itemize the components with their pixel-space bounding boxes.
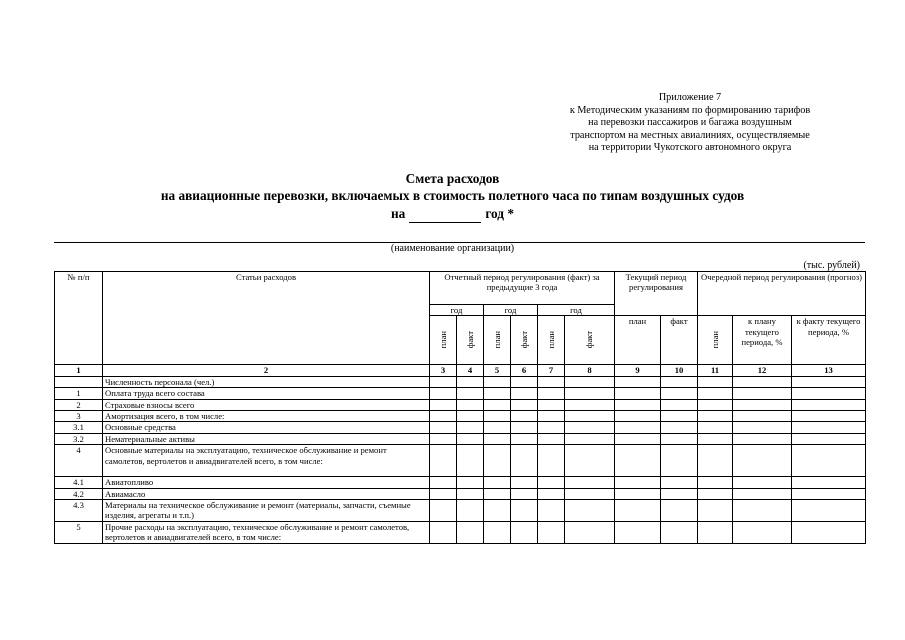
table-row	[55, 488, 866, 499]
value-cell	[511, 477, 538, 488]
header-to-plan: к плану текущего периода, %	[733, 316, 792, 365]
value-cell	[661, 488, 698, 499]
value-cell	[565, 445, 615, 477]
header-items: Статьи расходов	[103, 272, 430, 365]
table-row	[55, 433, 866, 444]
col-number: 11	[698, 365, 733, 376]
value-cell	[484, 522, 511, 544]
col-number: 13	[792, 365, 866, 376]
value-cell	[733, 388, 792, 399]
value-cell	[615, 411, 661, 422]
value-cell	[733, 500, 792, 522]
row-label: Численность персонала (чел.)	[103, 376, 430, 387]
row-number: 4.2	[55, 488, 103, 499]
value-cell	[538, 433, 565, 444]
row-number: 4.3	[55, 500, 103, 522]
row-label: Материалы на техническое обслуживание и ремонт (материалы, запчасти, съемные изделия, агрегаты и т.п.)	[103, 500, 430, 522]
value-cell	[538, 477, 565, 488]
header-year: год	[430, 305, 484, 316]
row-number: 3.2	[55, 433, 103, 444]
doc-title: Смета расходов	[405, 171, 500, 186]
org-caption: (наименование организации)	[390, 243, 515, 254]
value-cell	[511, 433, 538, 444]
value-cell	[484, 445, 511, 477]
col-number: 4	[457, 365, 484, 376]
value-cell	[457, 433, 484, 444]
row-number: 4.1	[55, 477, 103, 488]
value-cell	[430, 522, 457, 544]
value-cell	[792, 488, 866, 499]
value-cell	[615, 376, 661, 387]
value-cell	[457, 411, 484, 422]
value-cell	[661, 422, 698, 433]
value-cell	[792, 433, 866, 444]
value-cell	[484, 477, 511, 488]
row-label: Оплата труда всего состава	[103, 388, 430, 399]
value-cell	[457, 422, 484, 433]
appendix-line: на территории Чукотского автономного округа	[588, 142, 792, 154]
value-cell	[698, 488, 733, 499]
col-number: 1	[55, 365, 103, 376]
appendix-line: Приложение 7	[658, 92, 722, 103]
value-cell	[792, 399, 866, 410]
table-row	[55, 399, 866, 410]
table-row	[55, 445, 866, 477]
column-number-row	[55, 365, 866, 376]
header-to-fact: к факту текущего периода, %	[792, 316, 866, 365]
doc-subtitle: на авиационные перевозки, включаемых в стоимость полетного часа по типам воздушных судов	[160, 188, 745, 203]
value-cell	[698, 445, 733, 477]
table-row	[55, 522, 866, 544]
table-row	[55, 422, 866, 433]
value-cell	[698, 433, 733, 444]
header-plan: план	[698, 316, 733, 365]
col-number: 10	[661, 365, 698, 376]
value-cell	[661, 445, 698, 477]
data-rows	[55, 376, 866, 543]
value-cell	[733, 411, 792, 422]
value-cell	[733, 433, 792, 444]
year-suffix: год *	[485, 206, 514, 221]
value-cell	[661, 388, 698, 399]
value-cell	[511, 522, 538, 544]
value-cell	[457, 500, 484, 522]
value-cell	[457, 445, 484, 477]
value-cell	[661, 399, 698, 410]
header-fact: факт	[457, 316, 484, 365]
table-row	[55, 411, 866, 422]
value-cell	[484, 388, 511, 399]
value-cell	[615, 422, 661, 433]
value-cell	[565, 500, 615, 522]
appendix-line: на перевозки пассажиров и багажа воздушным	[588, 117, 792, 129]
year-blank	[409, 210, 481, 223]
value-cell	[538, 445, 565, 477]
row-label: Страховые взносы всего	[103, 399, 430, 410]
appendix-line: к Методическим указаниям по формированию тарифов	[569, 104, 811, 116]
value-cell	[430, 388, 457, 399]
value-cell	[511, 500, 538, 522]
value-cell	[792, 376, 866, 387]
value-cell	[430, 399, 457, 410]
value-cell	[457, 376, 484, 387]
value-cell	[457, 388, 484, 399]
value-cell	[698, 477, 733, 488]
value-cell	[792, 477, 866, 488]
value-cell	[565, 376, 615, 387]
header-plan: план	[484, 316, 511, 365]
value-cell	[511, 388, 538, 399]
value-cell	[733, 422, 792, 433]
value-cell	[792, 388, 866, 399]
value-cell	[615, 388, 661, 399]
value-cell	[484, 411, 511, 422]
row-label: Нематериальные активы	[103, 433, 430, 444]
col-number: 9	[615, 365, 661, 376]
value-cell	[565, 433, 615, 444]
value-cell	[538, 399, 565, 410]
value-cell	[484, 500, 511, 522]
value-cell	[661, 411, 698, 422]
value-cell	[430, 477, 457, 488]
value-cell	[615, 522, 661, 544]
header-reporting: Отчетный период регулирования (факт) за предыдущие 3 года	[430, 272, 615, 305]
header-row	[55, 272, 866, 305]
value-cell	[565, 477, 615, 488]
value-cell	[615, 477, 661, 488]
value-cell	[484, 399, 511, 410]
header-fact: факт	[511, 316, 538, 365]
value-cell	[615, 399, 661, 410]
value-cell	[457, 488, 484, 499]
value-cell	[538, 522, 565, 544]
row-number: 3.1	[55, 422, 103, 433]
header-plan: план	[615, 316, 661, 365]
value-cell	[511, 411, 538, 422]
header-year: год	[538, 305, 615, 316]
value-cell	[565, 411, 615, 422]
value-cell	[661, 477, 698, 488]
value-cell	[661, 376, 698, 387]
table-row	[55, 500, 866, 522]
row-number: 3	[55, 411, 103, 422]
value-cell	[698, 388, 733, 399]
value-cell	[698, 500, 733, 522]
col-number: 6	[511, 365, 538, 376]
value-cell	[733, 445, 792, 477]
table-row	[55, 376, 866, 387]
units-label: (тыс. рублей)	[803, 260, 860, 271]
col-number: 8	[565, 365, 615, 376]
value-cell	[733, 488, 792, 499]
row-label: Основные средства	[103, 422, 430, 433]
row-number: 4	[55, 445, 103, 477]
row-label: Амортизация всего, в том числе:	[103, 411, 430, 422]
value-cell	[565, 422, 615, 433]
row-label: Прочие расходы на эксплуатацию, техническое обслуживание и ремонт самолетов, вертолетов и авиадвигателей всего, в том числе:	[103, 522, 430, 544]
value-cell	[538, 500, 565, 522]
value-cell	[430, 500, 457, 522]
header-next: Очередной период регулирования (прогноз)	[698, 272, 866, 316]
value-cell	[565, 399, 615, 410]
header-year: год	[484, 305, 538, 316]
appendix-line: транспортом на местных авиалиниях, осуществляемые	[570, 129, 810, 141]
table-row	[55, 388, 866, 399]
value-cell	[511, 376, 538, 387]
row-label: Авиамасло	[103, 488, 430, 499]
value-cell	[565, 388, 615, 399]
value-cell	[565, 522, 615, 544]
value-cell	[615, 488, 661, 499]
value-cell	[698, 411, 733, 422]
value-cell	[615, 445, 661, 477]
value-cell	[538, 411, 565, 422]
value-cell	[615, 500, 661, 522]
header-fact: факт	[661, 316, 698, 365]
table-row	[55, 477, 866, 488]
col-number: 2	[103, 365, 430, 376]
estimate-table	[54, 271, 866, 544]
col-number: 3	[430, 365, 457, 376]
header-fact: факт	[565, 316, 615, 365]
value-cell	[792, 522, 866, 544]
value-cell	[792, 445, 866, 477]
doc-year-line	[0, 205, 905, 223]
value-cell	[792, 411, 866, 422]
value-cell	[733, 522, 792, 544]
col-number: 5	[484, 365, 511, 376]
value-cell	[457, 522, 484, 544]
row-number: 2	[55, 399, 103, 410]
value-cell	[698, 422, 733, 433]
value-cell	[457, 477, 484, 488]
value-cell	[430, 411, 457, 422]
value-cell	[430, 488, 457, 499]
value-cell	[538, 488, 565, 499]
row-number: 1	[55, 388, 103, 399]
value-cell	[484, 422, 511, 433]
header-plan: план	[538, 316, 565, 365]
value-cell	[430, 445, 457, 477]
value-cell	[538, 388, 565, 399]
header-num: № п/п	[55, 272, 103, 365]
value-cell	[484, 376, 511, 387]
value-cell	[661, 433, 698, 444]
row-number	[55, 376, 103, 387]
value-cell	[661, 500, 698, 522]
value-cell	[511, 445, 538, 477]
value-cell	[484, 433, 511, 444]
value-cell	[511, 488, 538, 499]
value-cell	[733, 477, 792, 488]
appendix-note	[520, 92, 860, 155]
value-cell	[457, 399, 484, 410]
value-cell	[733, 399, 792, 410]
value-cell	[698, 522, 733, 544]
row-label: Основные материалы на эксплуатацию, техническое обслуживание и ремонт самолетов, вертолетов и авиадвигателей всего, в том числе:	[103, 445, 430, 477]
value-cell	[484, 488, 511, 499]
header-current: Текущий период регулирования	[615, 272, 698, 316]
value-cell	[430, 376, 457, 387]
col-number: 12	[733, 365, 792, 376]
col-number: 7	[538, 365, 565, 376]
value-cell	[511, 399, 538, 410]
value-cell	[538, 376, 565, 387]
value-cell	[538, 422, 565, 433]
value-cell	[430, 433, 457, 444]
row-label: Авиатопливо	[103, 477, 430, 488]
value-cell	[733, 376, 792, 387]
value-cell	[511, 422, 538, 433]
value-cell	[565, 488, 615, 499]
value-cell	[615, 433, 661, 444]
row-number: 5	[55, 522, 103, 544]
value-cell	[792, 500, 866, 522]
value-cell	[430, 422, 457, 433]
value-cell	[792, 422, 866, 433]
value-cell	[698, 376, 733, 387]
year-prefix: на	[391, 206, 406, 221]
value-cell	[698, 399, 733, 410]
header-plan: план	[430, 316, 457, 365]
value-cell	[661, 522, 698, 544]
